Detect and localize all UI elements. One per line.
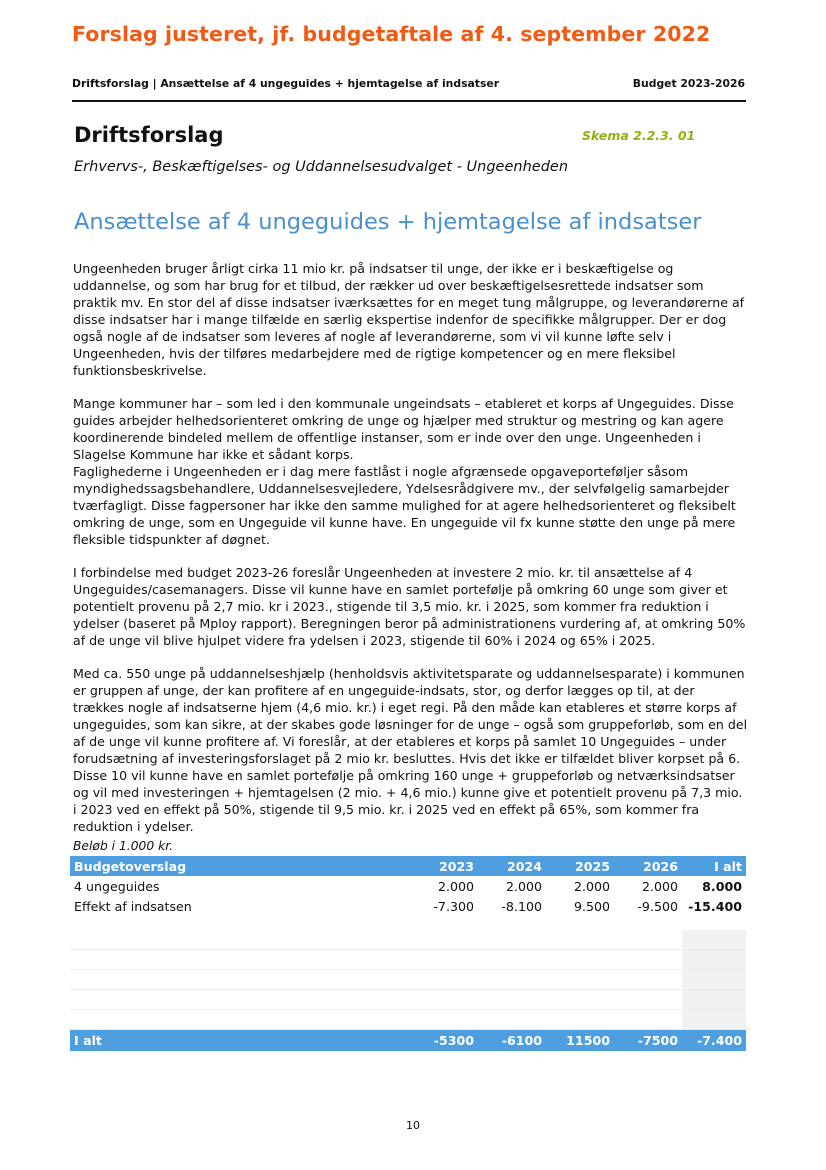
row-label: 4 ungeguides	[74, 878, 160, 894]
grand-total-cell: -7.400	[682, 1030, 746, 1052]
column-header: Budgetoverslag	[70, 856, 400, 876]
table-cell: -9.500	[637, 898, 678, 914]
proposal-heading: Ansættelse af 4 ungeguides + hjemtagelse af indsatser	[74, 209, 702, 235]
proposal-body	[73, 260, 749, 851]
table-cell: 2.000	[505, 878, 542, 894]
committee-subtitle: Erhvervs-, Beskæftigelses- og Uddannelsesudvalget - Ungeenheden	[74, 159, 569, 175]
column-header: 2026	[614, 856, 682, 876]
row-total-cell: -15.400	[688, 898, 742, 914]
table-row	[70, 876, 746, 896]
paragraph: Mange kommuner har – som led i den kommunale ungeindsats – etableret et korps af Ungeguides. Disse guides arbejder helhedsorienteret omkring de unge og hjælper med struktur og mestring og kan agere koordinerende bindeled mellem de offentlige instanser, som er inde over den unge. Ungeenheden i Slagelse Kommune har ikke et sådant korps.	[73, 396, 734, 462]
column-header: 2023	[400, 856, 478, 876]
empty-table-row	[70, 1010, 746, 1030]
column-header: 2025	[546, 856, 614, 876]
empty-table-row	[70, 970, 746, 990]
revision-banner: Forslag justeret, jf. budgetaftale af 4. september 2022	[72, 22, 711, 46]
schema-reference: Skema 2.2.3. 01	[582, 128, 696, 143]
header-left: Driftsforslag | Ansættelse af 4 ungeguides + hjemtagelse af indsatser	[72, 77, 500, 90]
header-rule	[72, 100, 746, 102]
table-cell: -8.100	[501, 898, 542, 914]
page-title: Driftsforslag	[74, 123, 224, 147]
table-row	[70, 896, 746, 916]
table-spacer-row	[70, 916, 746, 930]
page-header	[72, 77, 745, 90]
row-total-cell: 8.000	[702, 878, 742, 894]
total-cell: 11500	[546, 1030, 614, 1052]
table-total-row	[70, 1030, 746, 1052]
table-cell: 9.500	[573, 898, 610, 914]
budget-table	[70, 856, 746, 1051]
table-header-row	[70, 856, 746, 876]
row-label: Effekt af indsatsen	[74, 898, 192, 914]
total-label: I alt	[70, 1030, 400, 1052]
total-cell: -7500	[614, 1030, 682, 1052]
table-cell: -7.300	[433, 898, 474, 914]
total-cell: -5300	[400, 1030, 478, 1052]
empty-table-row	[70, 950, 746, 970]
amount-unit-note: Beløb i 1.000 kr.	[73, 839, 174, 853]
column-header: I alt	[682, 856, 746, 876]
column-header: 2024	[478, 856, 546, 876]
header-right: Budget 2023-2026	[632, 77, 745, 90]
table-cell: 2.000	[437, 878, 474, 894]
table-cell: 2.000	[573, 878, 610, 894]
empty-table-row	[70, 930, 746, 950]
paragraph: Ungeenheden bruger årligt cirka 11 mio kr. på indsatser til unge, der ikke er i beskæftigelse og uddannelse, og som har brug for et tilbud, der rækker ud over beskæftigelsesrettede indsatser som praktik mv. En stor del af disse indsatser iværksættes for en meget tung målgruppe, og leverandørerne af disse indsatser har i mange tilfælde en særlig ekspertise indenfor de specifikke målgrupper. Der er dog også nogle af de indsatser som leveres af nogle af leverandørerne, som vi vil kunne løfte selv i Ungeenheden, hvis der tilføres medarbejdere med de rigtige kompetencer og en mere fleksibel funktionsbeskrivelse.	[73, 261, 745, 378]
total-cell: -6100	[478, 1030, 546, 1052]
page-number: 10	[406, 1119, 420, 1132]
table-cell: 2.000	[641, 878, 678, 894]
paragraph: Med ca. 550 unge på uddannelseshjælp (henholdsvis aktivitetsparate og uddannelsesparate) i kommunen er gruppen af unge, der kan profitere af en ungeguide-indsats, stor, og derfor lægges op til, at der trækkes nogle af indsatserne hjem (4,6 mio. kr.) i eget regi. På den måde kan etableres et større korps af ungeguides, som kan sikre, at der skabes gode løsninger for de unge – også som gruppeforløb, som en del af de unge vil kunne profitere af. Vi foreslår, at der etableres et korps på samlet 10 Ungeguides – under forudsætning af investeringsforslaget på 2 mio kr. besluttes. Hvis det ikke er tilfældet bliver korpset på 6. Disse 10 vil kunne have en samlet portefølje på omkring 160 unge + gruppeforløb og netværksindsatser og vil med investeringen + hjemtagelsen (2 mio. + 4,6 mio.) kunne give et potentielt provenu på 7,3 mio. i 2023 ved en effekt på 50%, stigende til 9,5 mio. kr. i 2025 ved en effekt på 65%, som kommer fra reduktion i ydelser.	[73, 666, 748, 834]
empty-table-row	[70, 990, 746, 1010]
paragraph: I forbindelse med budget 2023-26 foreslår Ungeenheden at investere 2 mio. kr. til ansættelse af 4 Ungeguides/casemanagers. Disse vil kunne have en samlet portefølje på omkring 60 unge som giver et potentielt provenu på 2,7 mio. kr i 2023., stigende til 3,5 mio. kr. i 2025, som kommer fra reduktion i ydelser (baseret på Mploy rapport). Beregningen beror på administrationens vurdering af, at omkring 50% af de unge vil blive hjulpet videre fra ydelsen i 2023, stigende til 60% i 2024 og 65% i 2025.	[73, 565, 746, 648]
paragraph: Faglighederne i Ungeenheden er i dag mere fastlåst i nogle afgrænsede opgaveporteføljer såsom myndighedssagsbehandlere, Uddannelsesvejledere, Ydelsesrådgivere mv., der selvfølgelig samarbejder tværfagligt. Disse fagpersoner har ikke den samme mulighed for at agere helhedsorienteret og fleksibelt omkring de unge, som en Ungeguide vil kunne have. En ungeguide vil fx kunne støtte den unge på mere fleksible tidspunkter af døgnet.	[73, 464, 736, 547]
